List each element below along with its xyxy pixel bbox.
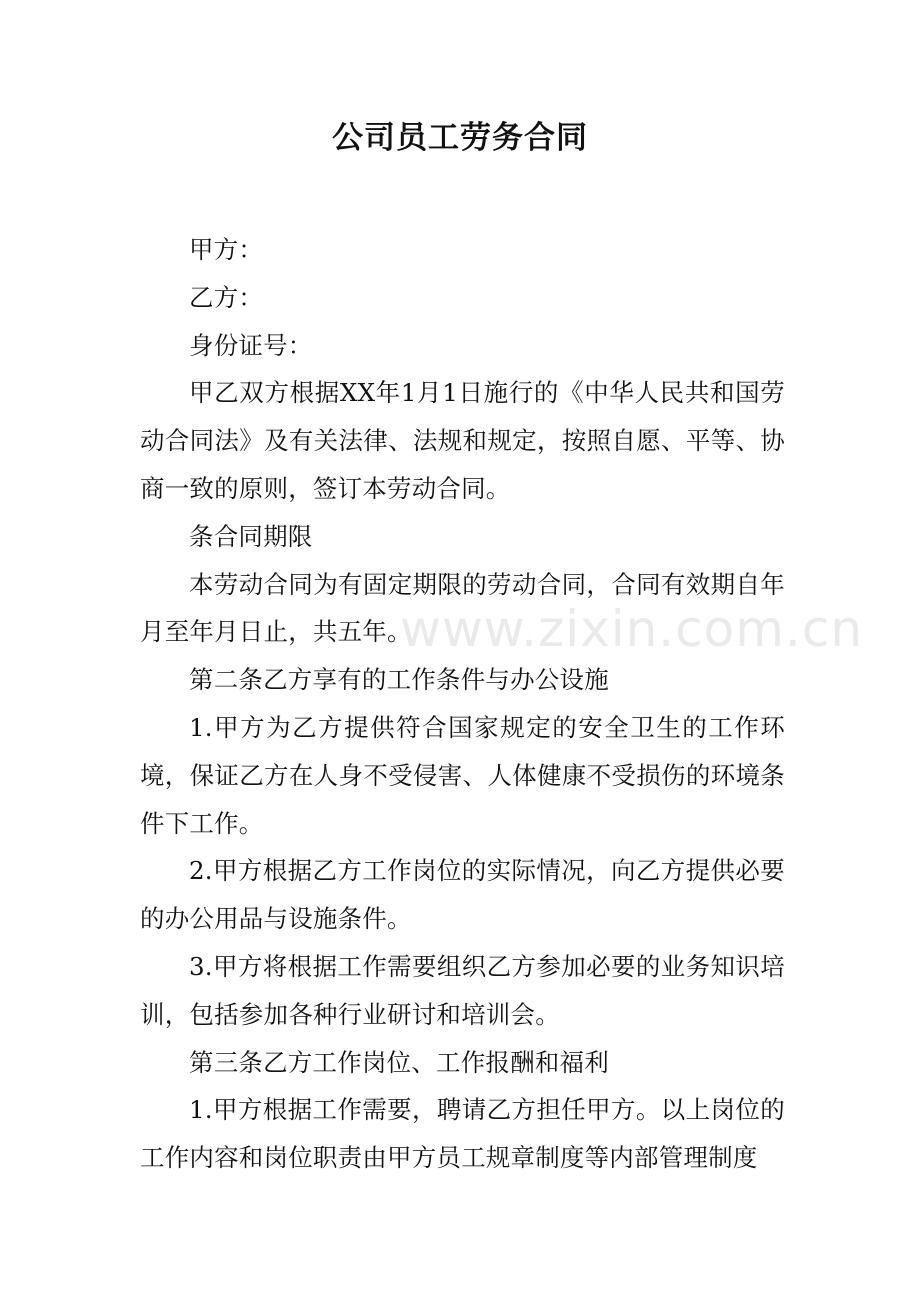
- party-a-line: 甲方：: [189, 235, 264, 264]
- preamble-paragraph: 甲乙双方根据XX年1月1日施行的《中华人民共和国劳动合同法》及有关法律、法规和规定，按照自愿、平等、协商一致的原则，签订本劳动合同。: [140, 378, 785, 503]
- party-b-line: 乙方：: [189, 282, 264, 312]
- watermark: www.zixin.com.cn: [400, 600, 864, 658]
- clause-paragraph: 1.甲方为乙方提供符合国家规定的安全卫生的工作环境，保证乙方在人身不受侵害、人体健康不受损伤的环境条件下工作。: [140, 712, 785, 838]
- contract-term-paragraph: 本劳动合同为有固定期限的劳动合同，合同有效期自年月至年月日止，共五年。: [140, 569, 785, 647]
- document-title: 公司员工劳务合同: [332, 120, 588, 156]
- article-heading: 条合同期限: [189, 521, 313, 551]
- article-heading: 第三条乙方工作岗位、工作报酬和福利: [189, 1047, 609, 1077]
- id-number-line: 身份证号：: [189, 330, 313, 360]
- article-heading: 第二条乙方享有的工作条件与办公设施: [189, 665, 609, 695]
- document-body: [140, 226, 785, 1182]
- clause-paragraph: 1.甲方根据工作需要，聘请乙方担任甲方。以上岗位的工作内容和岗位职责由甲方员工规章制度等内部管理制度: [140, 1095, 785, 1173]
- clause-paragraph: 2.甲方根据乙方工作岗位的实际情况，向乙方提供必要的办公用品与设施条件。: [140, 856, 785, 934]
- clause-paragraph: 3.甲方将根据工作需要组织乙方参加必要的业务知识培训，包括参加各种行业研讨和培训会。: [140, 951, 785, 1029]
